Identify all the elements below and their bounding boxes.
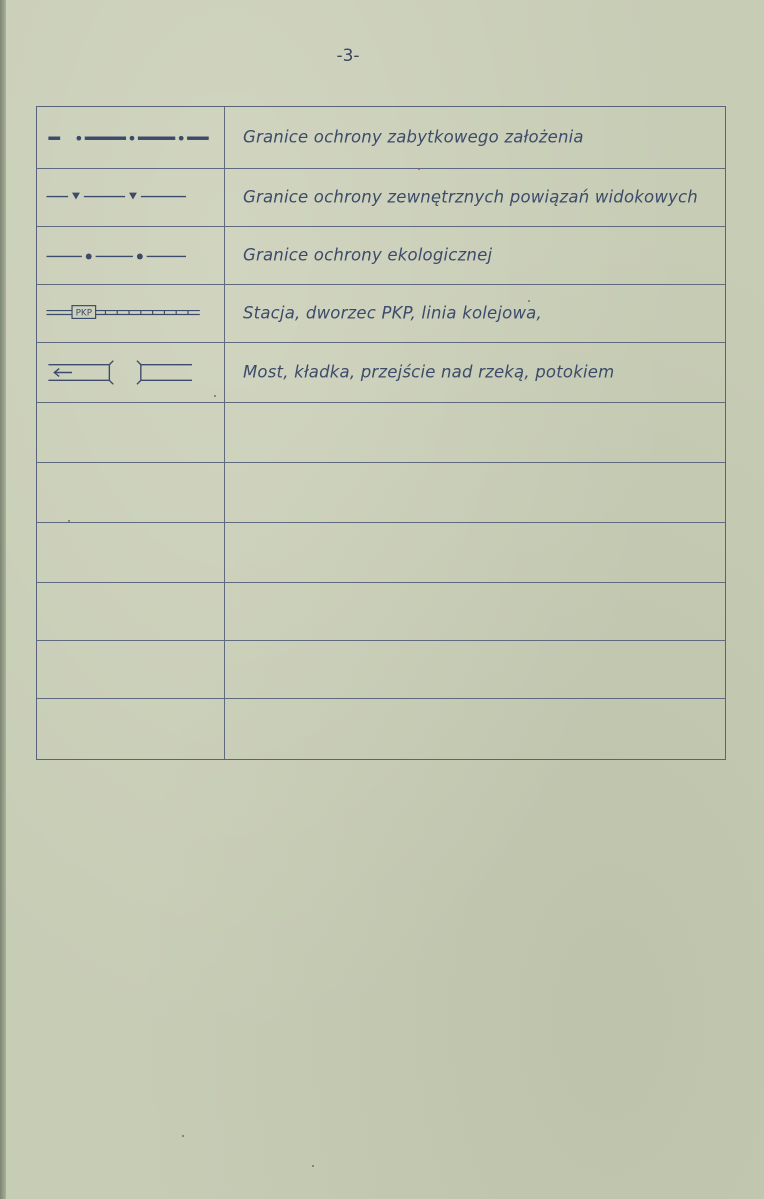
dot-marker-line-icon [37, 227, 225, 284]
railway-station-icon [37, 285, 225, 342]
paper-speck [528, 300, 530, 302]
paper-speck [214, 395, 216, 397]
description-cell [225, 227, 725, 284]
legend-description: Granice ochrony zabytkowego założenia [243, 127, 584, 147]
symbol-cell [37, 227, 225, 284]
symbol-cell [37, 169, 225, 226]
legend-description: Stacja, dworzec PKP, linia kolejowa, [243, 303, 542, 323]
description-cell [225, 523, 725, 582]
legend-row [37, 107, 725, 169]
page-binding-edge [0, 0, 6, 1199]
dashed-dot-boundary-line-icon [37, 107, 225, 168]
legend-row [37, 169, 725, 227]
description-cell [225, 583, 725, 640]
legend-row-empty [37, 523, 725, 583]
description-cell [225, 107, 725, 168]
bridge-icon [37, 343, 225, 402]
legend-description: Granice ochrony ekologicznej [243, 245, 493, 265]
description-cell [225, 343, 725, 402]
legend-row-empty [37, 463, 725, 523]
paper-speck [418, 168, 420, 170]
symbol-cell [37, 285, 225, 342]
description-cell [225, 169, 725, 226]
railway-station-label: PKP [75, 308, 93, 319]
description-cell [225, 463, 725, 522]
legend-row-empty [37, 583, 725, 641]
legend-row [37, 285, 725, 343]
triangle-marker-line-icon [37, 169, 225, 226]
paper-speck [68, 520, 70, 522]
symbol-cell [37, 107, 225, 168]
legend-row [37, 343, 725, 403]
page-number: -3- [336, 46, 360, 66]
legend-description: Granice ochrony zewnętrznych powiązań widokowych [243, 187, 698, 207]
description-cell [225, 285, 725, 342]
legend-row [37, 227, 725, 285]
legend-row-empty [37, 403, 725, 463]
symbol-cell [37, 343, 225, 402]
legend-description: Most, kładka, przejście nad rzeką, potokiem [243, 362, 615, 382]
symbol-cell [37, 403, 225, 462]
symbol-cell [37, 583, 225, 640]
legend-table [36, 106, 726, 760]
description-cell [225, 403, 725, 462]
symbol-cell [37, 463, 225, 522]
symbol-cell [37, 523, 225, 582]
paper-speck [182, 1135, 184, 1137]
paper-speck [312, 1165, 314, 1167]
legend-row-divider [37, 641, 725, 699]
